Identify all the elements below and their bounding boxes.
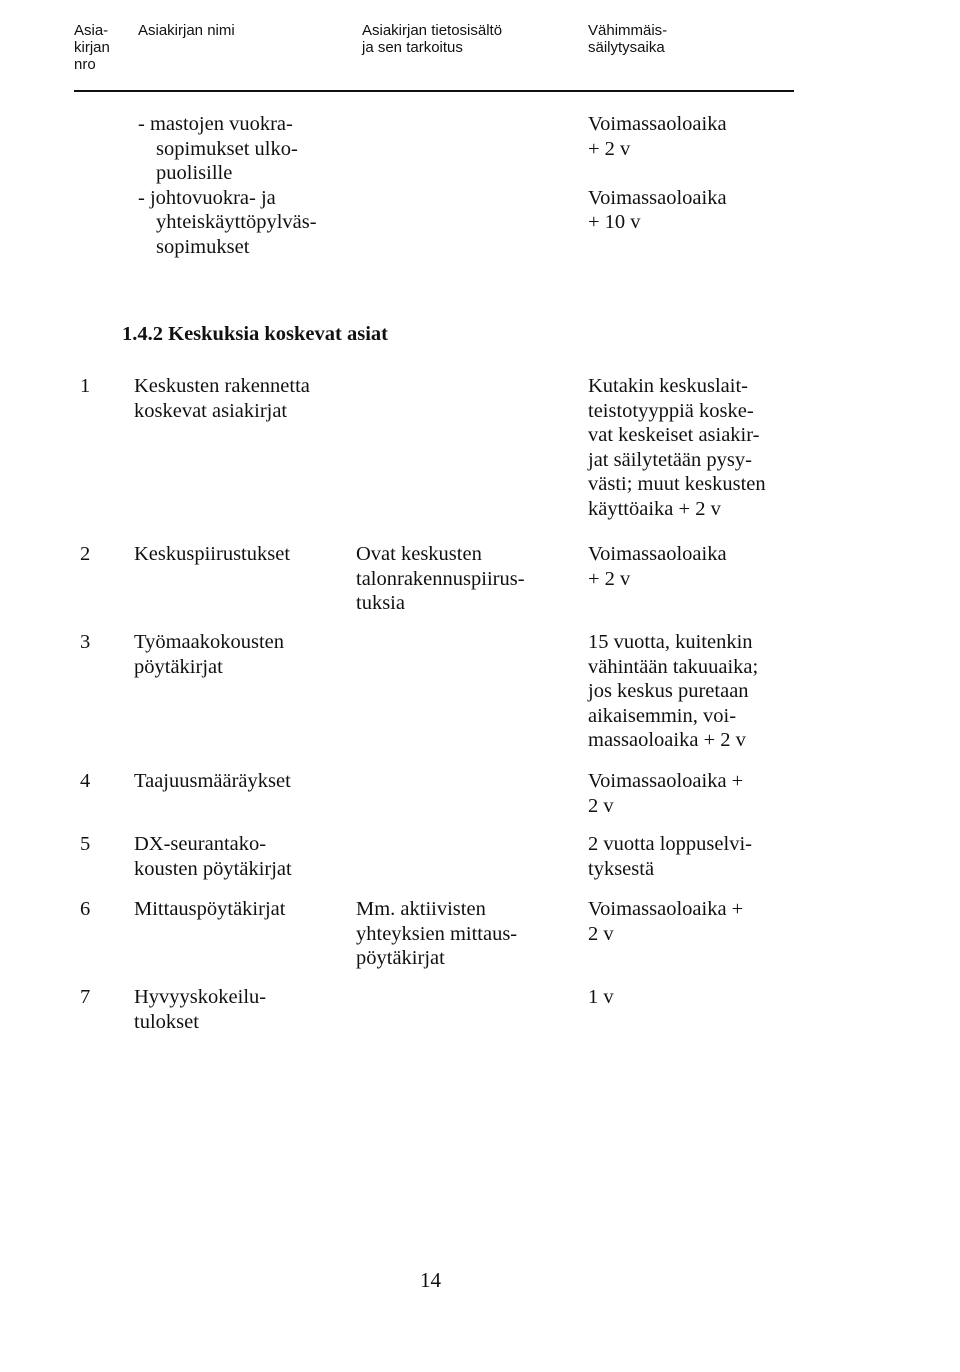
- continued-name-line: puolisille: [156, 162, 233, 185]
- continued-name-line: sopimukset: [156, 235, 250, 258]
- row-content-line: yhteyksien mittaus-: [356, 922, 518, 945]
- row-name-line: koskevat asiakirjat: [134, 399, 288, 422]
- header-col-time-line: säilytysaika: [588, 39, 665, 56]
- row-number: 1: [80, 375, 91, 397]
- row-retention-line: teistotyyppiä koske-: [588, 399, 754, 422]
- row-content: [356, 542, 525, 616]
- header-col-nro: [74, 22, 110, 73]
- continued-times: [588, 112, 727, 235]
- row-retention-line: västi; muut keskusten: [588, 473, 766, 496]
- row-retention-line: 1 v: [588, 986, 614, 1008]
- row-retention-line: Voimassaoloaika +: [588, 898, 744, 920]
- row-name-line: Työmaakokousten: [134, 631, 285, 653]
- row-retention-line: Voimassaoloaika +: [588, 770, 744, 792]
- header-col-time-line: Vähimmäis-: [588, 22, 668, 39]
- continued-name-line: yhteiskäyttöpylväs-: [156, 211, 317, 234]
- continued-time-line: + 10 v: [588, 211, 641, 234]
- row-name: [134, 769, 291, 794]
- row-content-line: talonrakennuspiirus-: [356, 567, 525, 590]
- continued-time-line: + 2 v: [588, 137, 631, 160]
- continued-name-line: - mastojen vuokra-: [138, 113, 293, 135]
- row-number: 3: [80, 631, 91, 653]
- header-col-name-line: Asiakirjan nimi: [138, 22, 235, 39]
- row-name-line: Hyvyyskokeilu-: [134, 986, 267, 1008]
- row-name-line: pöytäkirjat: [134, 655, 223, 678]
- row-content-line: pöytäkirjat: [356, 947, 445, 970]
- header-rule: [74, 90, 794, 92]
- row-retention-line: tyksestä: [588, 857, 655, 880]
- row-name-line: Keskuspiirustukset: [134, 543, 291, 565]
- row-number: 7: [80, 986, 91, 1008]
- continued-name-line: sopimukset ulko-: [156, 137, 298, 160]
- row-name-line: Taajuusmääräykset: [134, 770, 291, 792]
- row-name-line: tulokset: [134, 1010, 199, 1033]
- header-col-nro-line: kirjan: [74, 39, 110, 56]
- row-retention-line: massaoloaika + 2 v: [588, 729, 746, 752]
- row-retention: [588, 374, 766, 522]
- continued-time-line: Voimassaoloaika: [588, 186, 727, 209]
- header-col-time: [588, 22, 667, 56]
- header-col-content: [362, 22, 502, 56]
- header-col-name: [138, 22, 235, 39]
- header-col-nro-line: Asia-: [74, 22, 109, 39]
- row-retention: [588, 897, 743, 946]
- row-retention-line: vähintään takuuaika;: [588, 655, 759, 678]
- row-retention: [588, 542, 727, 591]
- row-content-line: Mm. aktiivisten: [356, 898, 486, 920]
- header-col-content-line: ja sen tarkoitus: [362, 39, 463, 56]
- row-name: [134, 630, 284, 679]
- header-col-nro-line: nro: [74, 56, 96, 73]
- row-number: 4: [80, 770, 91, 792]
- row-retention: [588, 985, 614, 1010]
- row-retention-line: + 2 v: [588, 567, 631, 590]
- row-name: [134, 832, 292, 881]
- continued-time-line: [588, 161, 727, 186]
- row-retention-line: Voimassaoloaika: [588, 543, 727, 565]
- row-retention: [588, 832, 752, 881]
- row-retention-line: 2 vuotta loppuselvi-: [588, 833, 752, 855]
- row-retention: [588, 769, 743, 818]
- row-name-line: Mittauspöytäkirjat: [134, 898, 286, 920]
- section-title: 1.4.2 Keskuksia koskevat asiat: [122, 323, 388, 345]
- row-retention-line: jos keskus puretaan: [588, 680, 749, 703]
- row-retention-line: 2 v: [588, 922, 614, 945]
- row-retention-line: 15 vuotta, kuitenkin: [588, 631, 753, 653]
- row-name: [134, 897, 285, 922]
- row-name-line: DX-seurantako-: [134, 833, 267, 855]
- header-col-content-line: Asiakirjan tietosisältö: [362, 22, 503, 39]
- continued-name-line: - johtovuokra- ja: [138, 186, 276, 209]
- row-retention-line: vat keskeiset asiakir-: [588, 424, 760, 447]
- row-number: 2: [80, 543, 91, 565]
- continued-names: [138, 112, 317, 260]
- continued-time-line: Voimassaoloaika: [588, 113, 727, 135]
- row-number: 6: [80, 898, 91, 920]
- page-number: 14: [420, 1268, 441, 1292]
- row-name: [134, 985, 266, 1034]
- row-retention-line: Kutakin keskuslait-: [588, 375, 748, 397]
- row-name-line: Keskusten rakennetta: [134, 375, 310, 397]
- row-name: [134, 374, 310, 423]
- row-content: [356, 897, 517, 971]
- row-retention-line: jat säilytetään pysy-: [588, 448, 752, 471]
- row-name-line: kousten pöytäkirjat: [134, 857, 292, 880]
- row-retention: [588, 630, 758, 753]
- row-retention-line: 2 v: [588, 794, 614, 817]
- row-name: [134, 542, 290, 567]
- row-retention-line: käyttöaika + 2 v: [588, 497, 721, 520]
- row-content-line: tuksia: [356, 592, 405, 615]
- row-content-line: Ovat keskusten: [356, 543, 482, 565]
- row-retention-line: aikaisemmin, voi-: [588, 704, 737, 727]
- row-number: 5: [80, 833, 91, 855]
